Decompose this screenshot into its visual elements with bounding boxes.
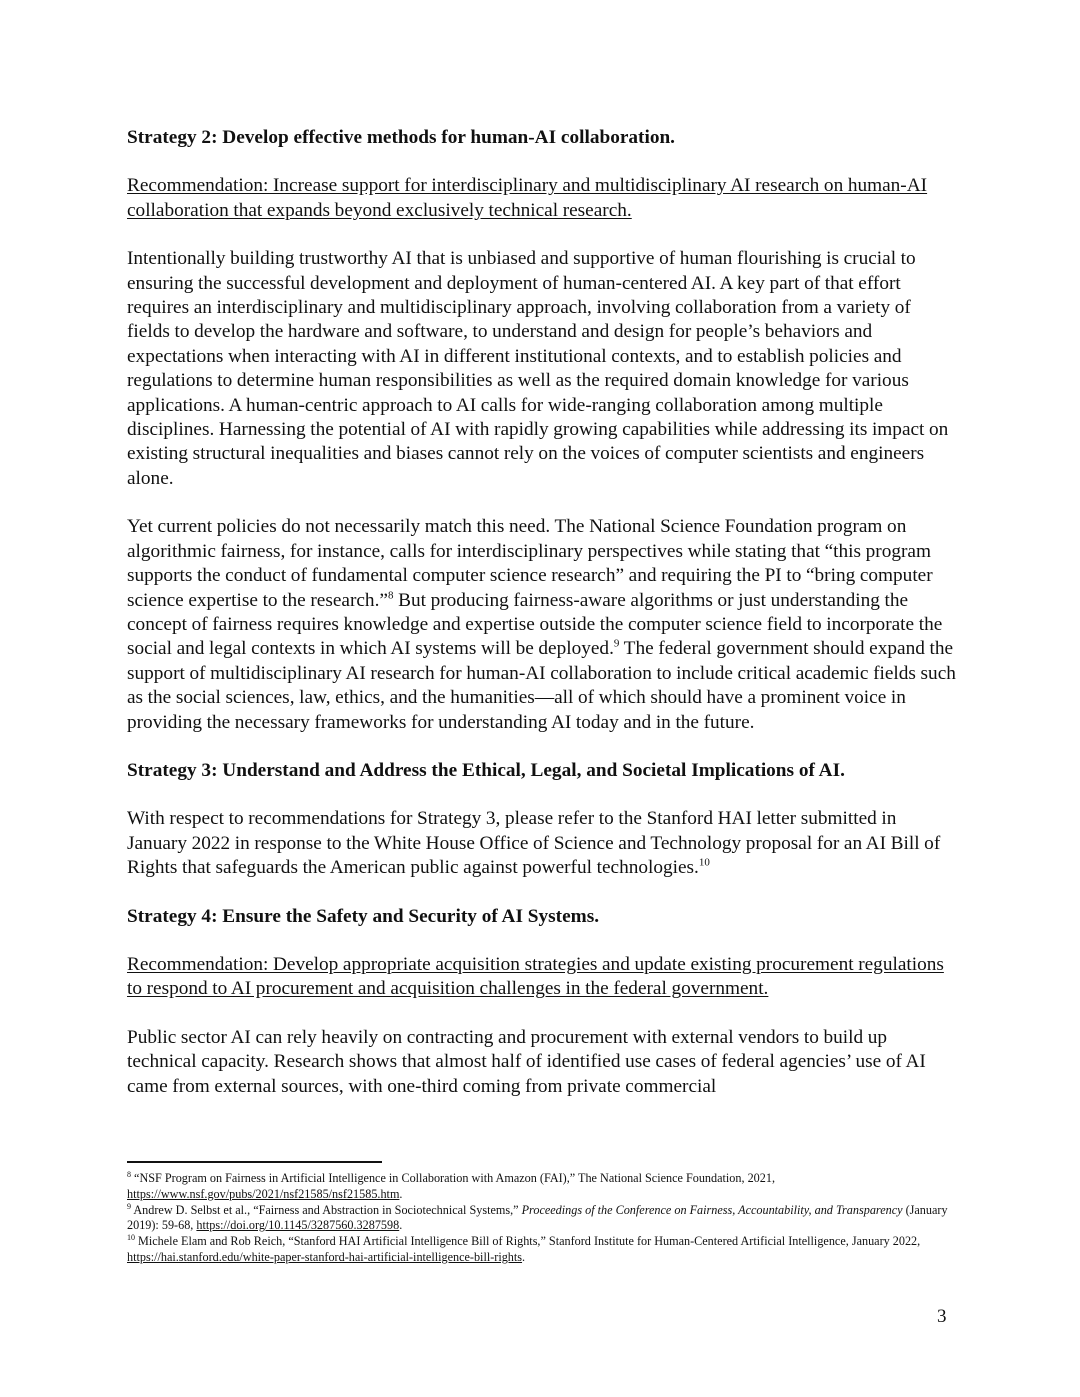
footnote-10-end: . bbox=[522, 1249, 526, 1264]
footnote-8-number: 8 bbox=[127, 1169, 131, 1179]
footnotes bbox=[127, 1161, 957, 1266]
footnote-10-link[interactable]: https://hai.stanford.edu/white-paper-stanford-hai-artificial-intelligence-bill-rights bbox=[127, 1249, 523, 1264]
footnote-9-after: (January 2019): 59-68, bbox=[127, 1202, 948, 1233]
footnote-9-italic: Proceedings of the Conference on Fairness, Accountability, and Transparency bbox=[521, 1202, 903, 1217]
strategy2-paragraph-2 bbox=[127, 515, 957, 735]
footnote-9-number: 9 bbox=[127, 1201, 131, 1211]
footnote-9-text: Andrew D. Selbst et al., “Fairness and Abstraction in Sociotechnical Systems,” bbox=[131, 1202, 522, 1217]
footnote-ref-10[interactable]: 10 bbox=[698, 856, 710, 869]
footnote-9-end: . bbox=[399, 1218, 403, 1233]
footnote-10-number: 10 bbox=[127, 1233, 135, 1243]
strategy3-heading: Strategy 3: Understand and Address the Ethical, Legal, and Societal Implications of AI. bbox=[127, 759, 845, 781]
footnote-8 bbox=[127, 1171, 957, 1203]
strategy2-heading: Strategy 2: Develop effective methods for human-AI collaboration. bbox=[127, 127, 675, 148]
footnote-10-text: Michele Elam and Rob Reich, “Stanford HAI Artificial Intelligence Bill of Rights,” Stanford Institute for Human-Centered Artificial Intelligence, January 2022, bbox=[135, 1234, 921, 1249]
footnote-ref-9[interactable]: 9 bbox=[613, 637, 620, 650]
strategy2-paragraph-2-part1: Yet current policies do not necessarily match this need. The National Science Foundation program on algorithmic fairness, for instance, calls for interdisciplinary perspectives while stating that “this program supports the conduct of fundamental computer science research” and requiring the PI to “bring computer science expertise to the research.” bbox=[127, 516, 933, 611]
strategy3-paragraph bbox=[127, 807, 957, 880]
strategy4-heading: Strategy 4: Ensure the Safety and Security of AI Systems. bbox=[127, 905, 600, 927]
footnote-ref-8[interactable]: 8 bbox=[387, 589, 394, 602]
footnote-8-text: “NSF Program on Fairness in Artificial Intelligence in Collaboration with Amazon (FAI),” The National Science Foundation, 2021, bbox=[131, 1171, 776, 1185]
page-number: 3 bbox=[937, 1306, 947, 1327]
strategy3-paragraph-text: With respect to recommendations for Strategy 3, please refer to the Stanford HAI letter submitted in January 2022 in response to the White House Office of Science and Technology proposal for an AI Bill of Rights that safeguards the American public against powerful technologies. bbox=[127, 808, 941, 879]
footnote-divider bbox=[127, 1161, 382, 1163]
strategy2-paragraph-2-part3: The federal government should expand the support of multidisciplinary AI research for human-AI collaboration to include critical academic fields such as the social sciences, law, ethics, and the humanities—all of which should have a prominent voice in providing the necessary frameworks for understanding AI today and in the future. bbox=[127, 638, 956, 733]
strategy2-recommendation: Recommendation: Increase support for interdisciplinary and multidisciplinary AI research on human-AI collaboration that expands beyond exclusively technical research. bbox=[127, 175, 928, 221]
strategy4-paragraph: Public sector AI can rely heavily on contracting and procurement with external vendors to build up technical capacity. Research shows that almost half of identified use cases of federal agencies’ use of AI came from external sources, with one-third coming from private commercial bbox=[127, 1026, 926, 1097]
strategy2-paragraph-2-part2: But producing fairness-aware algorithms or just understanding the concept of fairness requires knowledge and expertise outside the computer science field to incorporate the social and legal contexts in which AI systems will be deployed. bbox=[127, 589, 943, 660]
footnote-10 bbox=[127, 1234, 957, 1266]
footnote-9 bbox=[127, 1203, 957, 1235]
strategy2-paragraph-1: Intentionally building trustworthy AI that is unbiased and supportive of human flourishing is crucial to ensuring the successful development and deployment of human-centered AI. A key part of that effort requires an interdisciplinary and multidisciplinary approach, involving collaboration from a variety of fields to develop the hardware and software, to understand and design for people’s behaviors and expectations when interacting with AI in different institutional contexts, and to establish policies and regulations to determine human responsibilities as well as the required domain knowledge for various applications. A human-centric approach to AI calls for wide-ranging collaboration among multiple disciplines. Harnessing the potential of AI with rapidly growing capabilities while addressing its impact on existing structural inequalities and biases cannot rely on the voices of computer scientists and engineers alone. bbox=[127, 248, 949, 489]
body-content bbox=[127, 126, 957, 1099]
strategy4-recommendation: Recommendation: Develop appropriate acquisition strategies and update existing procurement regulations to respond to AI procurement and acquisition challenges in the federal government. bbox=[127, 953, 944, 1000]
footnote-9-link[interactable]: https://doi.org/10.1145/3287560.3287598 bbox=[196, 1218, 400, 1233]
footnote-8-end: . bbox=[399, 1186, 403, 1201]
footnote-8-link[interactable]: https://www.nsf.gov/pubs/2021/nsf21585/nsf21585.htm bbox=[127, 1186, 400, 1201]
